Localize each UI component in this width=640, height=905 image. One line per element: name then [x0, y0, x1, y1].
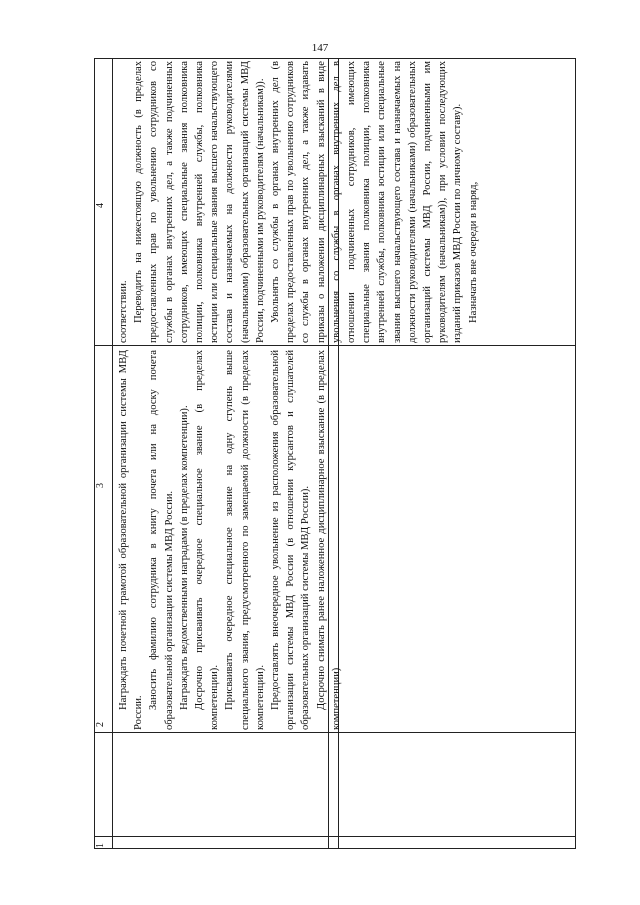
column-divider-3 — [94, 345, 576, 346]
column-header-3: 3 — [95, 483, 106, 488]
col3-paragraph: Предоставлять внеочередное увольнение из расположения образовательной организации системы МВД России (в отношении курсантов и слушателей образовательных организаций системы МВД России). — [270, 350, 312, 730]
col3-paragraph: Досрочно снимать ранее наложенное дисциплинарное взыскание (в пределах компетенции) — [315, 350, 342, 730]
col3-paragraph: Присваивать очередное специальное звание на одну ступень выше специального звания, предусмотренного по замещаемой должности (в пределах компетенции). — [224, 350, 266, 730]
header-row-divider — [112, 58, 113, 849]
col3-paragraph: Заносить фамилию сотрудника в книгу почета или на доску почета образовательной организации системы МВД России. — [148, 350, 175, 730]
col3-paragraph: Награждать ведомственными наградами (в пределах компетенции). — [178, 405, 190, 710]
column-divider-1 — [94, 836, 576, 837]
page-number: 147 — [311, 42, 329, 54]
column-header-1: 1 — [95, 843, 106, 848]
column-4-text — [116, 61, 481, 343]
column-header-4: 4 — [95, 203, 106, 208]
col3-paragraph: Награждать почетной грамотой образовательной организации системы МВД России. — [118, 350, 145, 730]
col4-paragraph: Переводить на нижестоящую должность (в пределах предоставленных прав по увольнению сотрудников со службы в органах внутренних дел, а также подчиненных сотрудников, имеющих специальные звания полковника полиции, полковника внутренней службы, полковника юстиции или специальные звания высшего начальствующего состава и назначаемых на должности руководителями (начальниками) образовательных организаций системы МВД России, подчиненными им руководителям (начальникам)). — [133, 61, 266, 343]
col4-paragraph: соответствии. — [118, 280, 129, 343]
col4-paragraph: Увольнять со службы в органах внутренних дел (в пределах предоставленных прав по увольнению сотрудников со службы в органах внутренних дел, а также издавать приказы о наложении дисциплинарных взысканий в виде увольнения со службы в органах внутренних дел в отношении подчиненных сотрудников, имеющих специальные звания полковника полиции, полковника внутренней службы, полковника юстиции или специальные звания высшего начальствующего состава и назначаемых на должности руководителями (начальниками) образовательных организаций системы МВД России, подчиненными им руководителям (начальникам)), при условии последующих изданий приказов МВД России по личному составу). — [270, 61, 464, 343]
column-header-2: 2 — [95, 722, 106, 727]
column-3-text — [116, 350, 344, 730]
col4-paragraph: Назначать вне очереди в наряд, — [467, 181, 479, 323]
col3-paragraph: Досрочно присваивать очередное специальное звание (в пределах компетенции). — [194, 350, 221, 730]
column-divider-2 — [94, 732, 576, 733]
